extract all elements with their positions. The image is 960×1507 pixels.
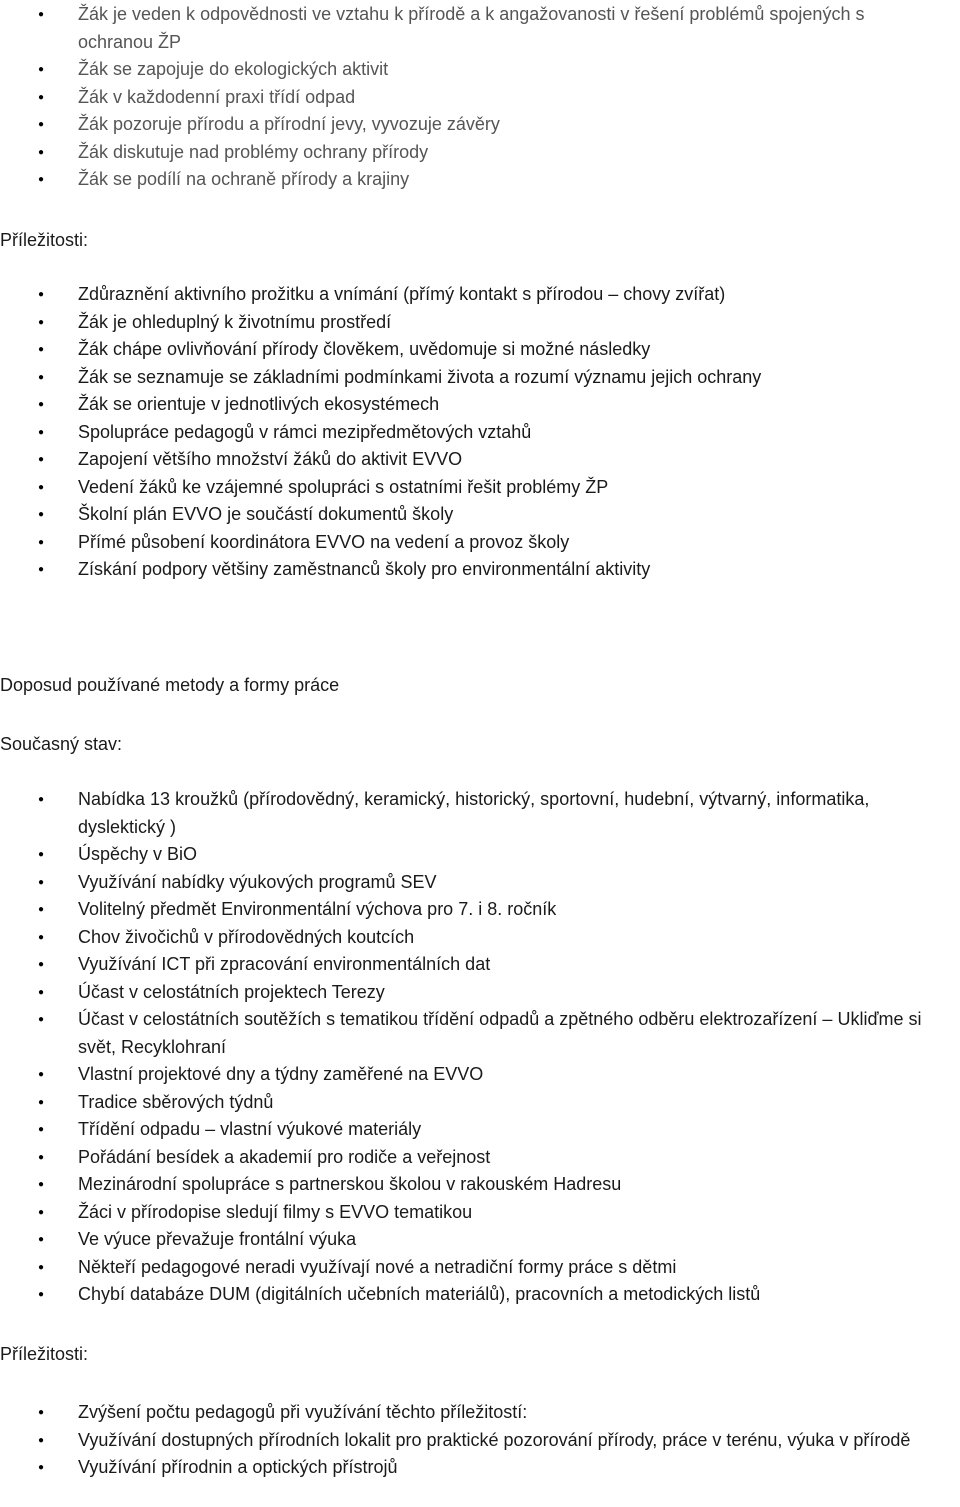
current-state-list [0, 786, 960, 1309]
list-item: ● Pořádání besídek a akademií pro rodiče a veřejnost [0, 1144, 960, 1172]
list-item: ● Žák chápe ovlivňování přírody člověkem, uvědomuje si možné následky [0, 336, 960, 364]
list-item: ● Žák se seznamuje se základními podmínkami života a rozumí významu jejich ochrany [0, 364, 960, 392]
opportunities-label: Příležitosti: [0, 1344, 89, 1364]
list-item: ● Vlastní projektové dny a týdny zaměřené na EVVO [0, 1061, 960, 1089]
list-item: ● Úspěchy v BiO [0, 841, 960, 869]
list-item: ● Mezinárodní spolupráce s partnerskou školou v rakouském Hadresu [0, 1171, 960, 1199]
list-item: ● Žák v každodenní praxi třídí odpad [0, 84, 960, 112]
list-item: ● Vedení žáků ke vzájemné spolupráci s ostatními řešit problémy ŽP [0, 474, 960, 502]
list-item: ● Někteří pedagogové neradi využívají nové a netradiční formy práce s dětmi [0, 1254, 960, 1282]
list-item: ● Třídění odpadu – vlastní výukové materiály [0, 1116, 960, 1144]
opportunities-label: Příležitosti: [0, 230, 89, 250]
list-item: ● Ve výuce převažuje frontální výuka [0, 1226, 960, 1254]
list-item: ● Využívání nabídky výukových programů SEV [0, 869, 960, 897]
list-item: ● Žák diskutuje nad problémy ochrany přírody [0, 139, 960, 167]
list-item: ● Žáci v přírodopise sledují filmy s EVVO tematikou [0, 1199, 960, 1227]
list-item: ● Využívání přírodnin a optických přístrojů [0, 1454, 960, 1482]
list-item: ● Využívání ICT při zpracování environmentálních dat [0, 951, 960, 979]
list-item: ● Zapojení většího množství žáků do aktivit EVVO [0, 446, 960, 474]
list-item: ● Přímé působení koordinátora EVVO na vedení a provoz školy [0, 529, 960, 557]
list-item: ● Tradice sběrových týdnů [0, 1089, 960, 1117]
top-bullet-list [0, 1, 960, 194]
list-item: ● Účast v celostátních projektech Terezy [0, 979, 960, 1007]
list-item: ● Žák pozoruje přírodu a přírodní jevy, vyvozuje závěry [0, 111, 960, 139]
section-heading: Doposud používané metody a formy práce [0, 675, 340, 695]
list-item: ● Získání podpory většiny zaměstnanců školy pro environmentální aktivity [0, 556, 960, 584]
current-state-label: Současný stav: [0, 734, 123, 754]
list-item: ● Žák se orientuje v jednotlivých ekosystémech [0, 391, 960, 419]
list-item: ● Žák je ohleduplný k životnímu prostředí [0, 309, 960, 337]
list-item: ● Zvýšení počtu pedagogů při využívání těchto příležitostí: [0, 1399, 960, 1427]
list-item: ● Školní plán EVVO je součástí dokumentů školy [0, 501, 960, 529]
list-item: ● Chybí databáze DUM (digitálních učebních materiálů), pracovních a metodických listů [0, 1281, 960, 1309]
list-item: ● Žák je veden k odpovědnosti ve vztahu k přírodě a k angažovanosti v řešení problémů spojených s ochranou ŽP [0, 1, 960, 56]
list-item: ● Spolupráce pedagogů v rámci mezipředmětových vztahů [0, 419, 960, 447]
list-item: ● Zdůraznění aktivního prožitku a vnímání (přímý kontakt s přírodou – chovy zvířat) [0, 281, 960, 309]
list-item: ● Nabídka 13 kroužků (přírodovědný, keramický, historický, sportovní, hudební, výtvarný, informatika, dyslektický ) [0, 786, 960, 841]
list-item: ● Žák se zapojuje do ekologických aktivit [0, 56, 960, 84]
list-item: ● Účast v celostátních soutěžích s tematikou třídění odpadů a zpětného odběru elektrozařízení – Ukliďme si svět, Recyklohraní [0, 1006, 960, 1061]
list-item: ● Žák se podílí na ochraně přírody a krajiny [0, 166, 960, 194]
list-item: ● Volitelný předmět Environmentální výchova pro 7. i 8. ročník [0, 896, 960, 924]
list-item: ● Využívání dostupných přírodních lokalit pro praktické pozorování přírody, práce v terénu, výuka v přírodě [0, 1427, 960, 1455]
list-item: ● Chov živočichů v přírodovědných koutcích [0, 924, 960, 952]
opportunities-list [0, 1399, 960, 1482]
opportunities-list [0, 281, 960, 584]
